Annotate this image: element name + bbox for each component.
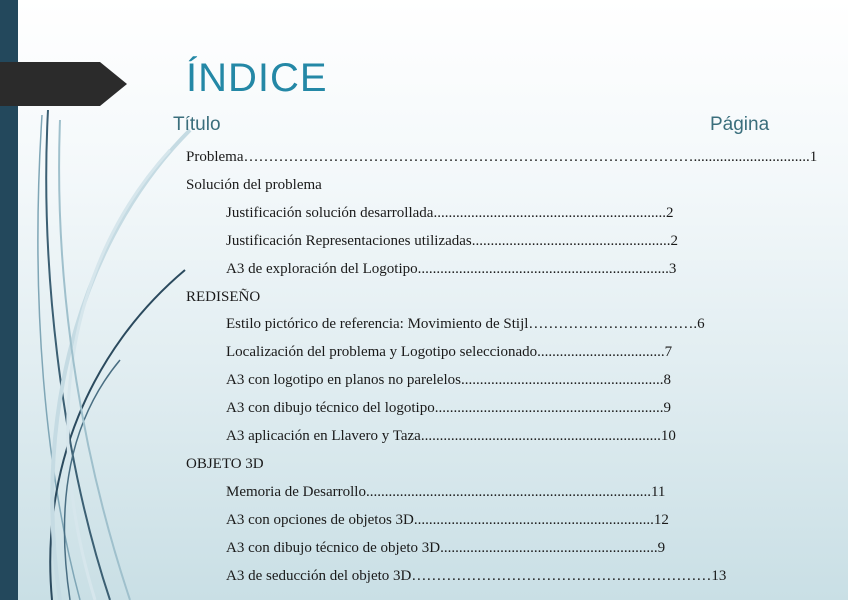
toc-page-number: 7 — [664, 344, 673, 361]
toc-page-number: 2 — [670, 232, 678, 249]
toc-page-number: 13 — [711, 567, 727, 584]
toc-entry[interactable] — [226, 342, 735, 362]
toc-page-number: 11 — [650, 483, 666, 500]
toc-page-number: 9 — [657, 539, 666, 556]
toc-entry-text: A3 de exploración del Logotipo — [226, 260, 418, 277]
toc-page-number: 12 — [653, 511, 669, 528]
arrow-tab-decoration — [0, 62, 127, 106]
toc-leader-dots: ................................................................... — [417, 260, 669, 277]
toc-entry[interactable] — [226, 203, 735, 223]
toc-entry-text: Estilo pictórico de referencia: Movimiento de Stijl — [226, 316, 529, 333]
toc-entry-text: OBJETO 3D — [186, 455, 264, 472]
toc-entry[interactable] — [226, 231, 735, 251]
toc-page-number: 9 — [663, 400, 671, 417]
toc-leader-dots: ………………………………………………………………………………............................... — [243, 149, 810, 165]
toc-leader-dots: ................................................................ — [413, 511, 654, 528]
toc-entry[interactable] — [226, 370, 735, 390]
toc-entry[interactable] — [226, 398, 735, 418]
page-title: ÍNDICE — [186, 56, 328, 100]
toc-entry[interactable] — [226, 510, 735, 530]
toc-section-heading[interactable] — [186, 175, 586, 195]
toc-page-number: 6 — [697, 316, 705, 333]
toc-section-heading[interactable] — [186, 147, 818, 167]
toc-entry-text: Problema — [186, 149, 244, 165]
toc-page-number: 3 — [668, 260, 677, 277]
toc-entry-text: A3 aplicación en Llavero y Taza — [226, 428, 421, 444]
toc-page-number: 8 — [663, 372, 671, 389]
toc-entry-text: REDISEÑO — [186, 288, 261, 305]
toc-entry[interactable] — [226, 482, 735, 502]
toc-entry-text: A3 con dibujo técnico de objeto 3D — [226, 539, 441, 556]
toc-page-number: 10 — [660, 428, 676, 444]
toc-entry-text: A3 con logotipo en planos no parelelos — [226, 372, 461, 389]
toc-entry-text: Justificación Representaciones utilizadas — [226, 232, 472, 249]
toc-entry-text: Justificación solución desarrollada — [226, 204, 434, 221]
toc-leader-dots: ……………………………. — [528, 316, 698, 333]
toc-entry[interactable] — [226, 538, 735, 558]
toc-leader-dots: ............................................................................ — [365, 483, 651, 500]
toc-leader-dots: .......................................................... — [440, 539, 658, 556]
toc-section-heading[interactable] — [186, 454, 586, 474]
toc-leader-dots: …………………………………………………… — [411, 567, 712, 584]
toc-entry[interactable] — [226, 314, 735, 334]
toc-leader-dots: .................................. — [537, 344, 665, 361]
toc-leader-dots: ............................................................. — [434, 400, 664, 417]
toc-page-number: 1 — [809, 149, 818, 165]
toc-entry[interactable] — [226, 566, 735, 586]
toc-entry[interactable] — [226, 259, 735, 279]
toc-entry-text: A3 con opciones de objetos 3D — [226, 511, 414, 528]
column-header-title: Título — [173, 114, 221, 135]
toc-entry-text: A3 de seducción del objeto 3D — [226, 567, 412, 584]
toc-entry-text: Memoria de Desarrollo — [226, 483, 366, 500]
toc-leader-dots: ..................................................... — [471, 232, 671, 249]
column-header-page: Página — [710, 114, 770, 135]
toc-entry[interactable] — [226, 426, 735, 446]
toc-entry-text: Solución del problema — [186, 176, 322, 193]
toc-leader-dots: ................................................................ — [420, 428, 661, 444]
toc-section-heading[interactable] — [186, 287, 586, 307]
toc-entry-text: Localización del problema y Logotipo seleccionado — [226, 344, 538, 361]
toc-leader-dots: ...................................................... — [460, 372, 664, 389]
toc-leader-dots: .............................................................. — [433, 204, 666, 221]
toc-page-number: 2 — [665, 204, 674, 221]
toc-entry-text: A3 con dibujo técnico del logotipo — [226, 400, 435, 417]
